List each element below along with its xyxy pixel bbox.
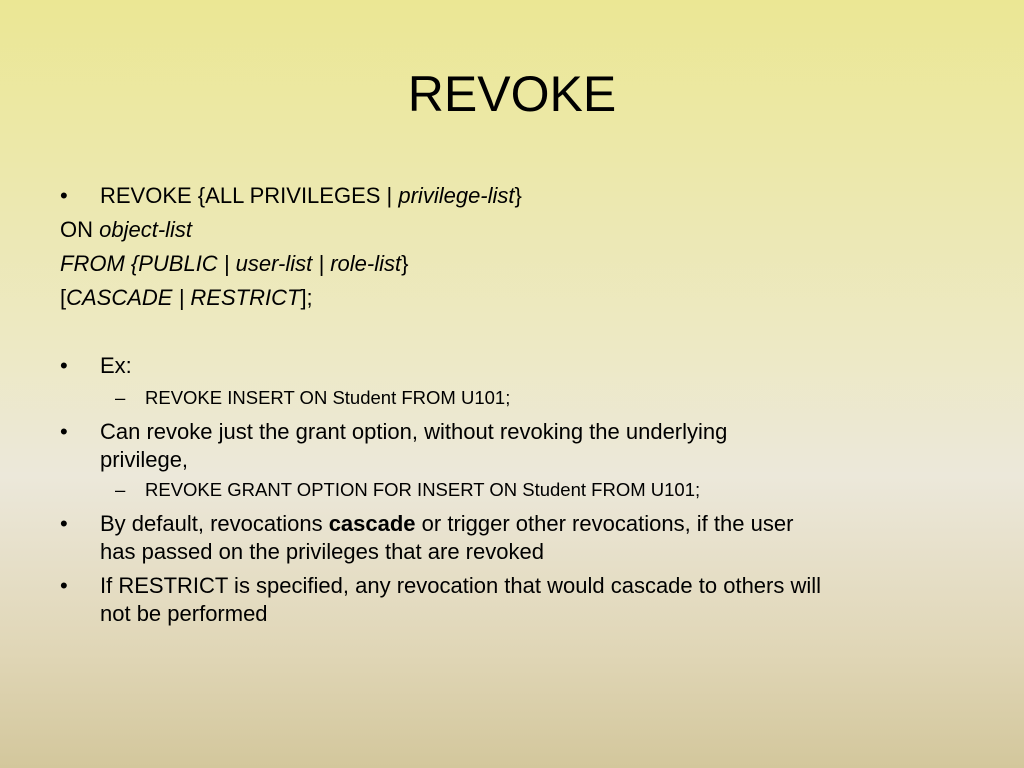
grant-option-sub-item: REVOKE GRANT OPTION FOR INSERT ON Student FROM U101; <box>145 479 701 500</box>
default-line-1-suffix: or trigger other revocations, if the user <box>415 511 794 536</box>
bullet-marker: • <box>60 573 68 598</box>
dash-marker: – <box>115 387 126 408</box>
grant-option-line-2: privilege, <box>100 447 189 472</box>
syntax-line-3 <box>60 250 408 278</box>
syntax-line-4-prefix: [ <box>60 285 67 310</box>
syntax-line-4 <box>60 284 313 312</box>
restrict-line-2: not be performed <box>100 601 268 626</box>
example-sub-item: REVOKE INSERT ON Student FROM U101; <box>145 387 511 408</box>
example-label: Ex: <box>100 353 132 378</box>
syntax-line-1-italic: privilege-list <box>398 183 515 208</box>
dash-marker: – <box>115 479 126 500</box>
default-line-1 <box>100 510 793 538</box>
syntax-line-1-suffix: } <box>514 183 522 208</box>
syntax-line-3-suffix: } <box>401 251 409 276</box>
syntax-line-2-italic: object-list <box>99 217 193 242</box>
syntax-line-4-suffix: ]; <box>300 285 313 310</box>
bullet-marker: • <box>60 353 68 378</box>
syntax-line-4-italic: CASCADE | RESTRICT <box>66 285 301 310</box>
syntax-line-2-prefix: ON <box>60 217 100 242</box>
syntax-line-2 <box>60 216 192 244</box>
default-line-2: has passed on the privileges that are revoked <box>100 539 544 564</box>
bullet-marker: • <box>60 511 68 536</box>
grant-option-line-1: Can revoke just the grant option, without revoking the underlying <box>100 419 728 444</box>
restrict-line-1: If RESTRICT is specified, any revocation that would cascade to others will <box>100 573 822 598</box>
syntax-line-1-prefix: REVOKE {ALL PRIVILEGES | <box>100 183 399 208</box>
slide-title: REVOKE <box>407 66 617 122</box>
bullet-marker: • <box>60 419 68 444</box>
bullet-marker: • <box>60 183 68 208</box>
default-line-1-bold: cascade <box>328 511 416 536</box>
syntax-line-3-italic: FROM {PUBLIC | user-list | role-list <box>60 251 402 276</box>
default-line-1-prefix: By default, revocations <box>100 511 329 536</box>
syntax-line-1 <box>100 182 522 210</box>
